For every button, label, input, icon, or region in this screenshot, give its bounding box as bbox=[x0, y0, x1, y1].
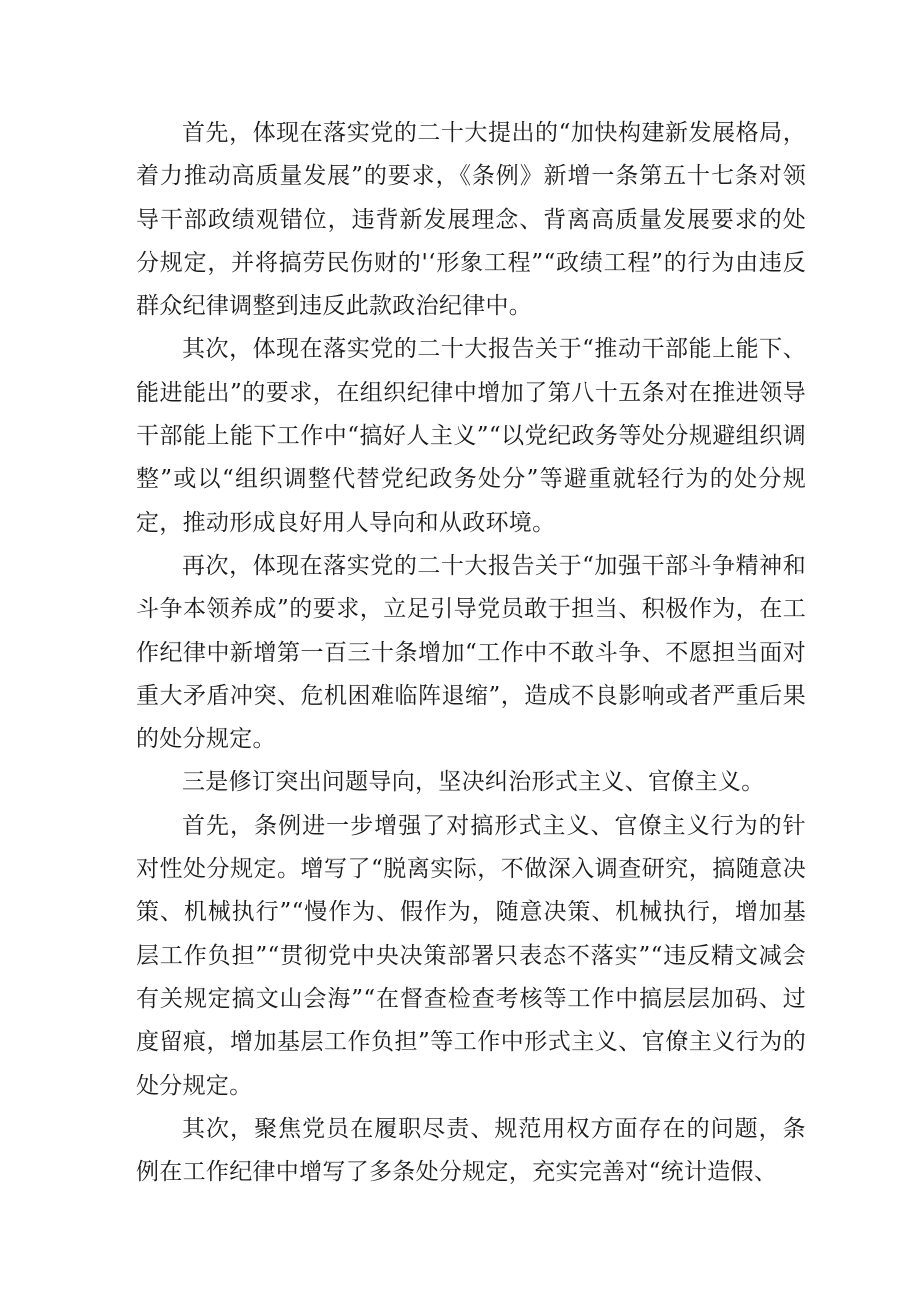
body-text bbox=[136, 112, 806, 1194]
paragraph-5: 首先，条例进一步增强了对搞形式主义、官僚主义行为的针对性处分规定。增写了“脱离实际，不做深入调查研究，搞随意决策、机械执行”“慢作为、假作为，随意决策、机械执行，增加基层工作负担”“贯彻党中央决策部署只表态不落实”“违反精文减会有关规定搞文山会海”“在督查检查考核等工作中搞层层加码、过度留痕，增加基层工作负担”等工作中形式主义、官僚主义行为的处分规定。 bbox=[136, 812, 806, 1099]
paragraph-1: 首先，体现在落实党的二十大提出的“加快构建新发展格局，着力推动高质量发展”的要求，《条例》新增一条第五十七条对领导干部政绩观错位，违背新发展理念、背离高质量发展要求的处分规定，并将搞劳民伤财的'‘形象工程”“政绩工程”的行为由违反群众纪律调整到违反此款政治纪律中。 bbox=[136, 120, 806, 320]
paragraph-6: 其次，聚焦党员在履职尽责、规范用权方面存在的问题，条例在工作纪律中增写了多条处分规定，充实完善对“统计造假、 bbox=[136, 1115, 806, 1186]
paragraph-2: 其次，体现在落实党的二十大报告关于“推动干部能上能下、能进能出”的要求，在组织纪律中增加了第八十五条对在推进领导干部能上能下工作中“搞好人主义”“以党纪政务等处分规避组织调整”或以“组织调整代替党纪政务处分”等避重就轻行为的处分规定，推动形成良好用人导向和从政环境。 bbox=[136, 336, 806, 536]
paragraph-3: 再次，体现在落实党的二十大报告关于“加强干部斗争精神和斗争本领养成”的要求，立足引导党员敢于担当、积极作为，在工作纪律中新增第一百三十条增加“工作中不敢斗争、不愿担当面对重大矛盾冲突、危机困难临阵退缩”，造成不良影响或者严重后果的处分规定。 bbox=[136, 552, 806, 753]
paragraph-4: 三是修订突出问题导向，坚决纠治形式主义、官僚主义。 bbox=[182, 769, 765, 796]
